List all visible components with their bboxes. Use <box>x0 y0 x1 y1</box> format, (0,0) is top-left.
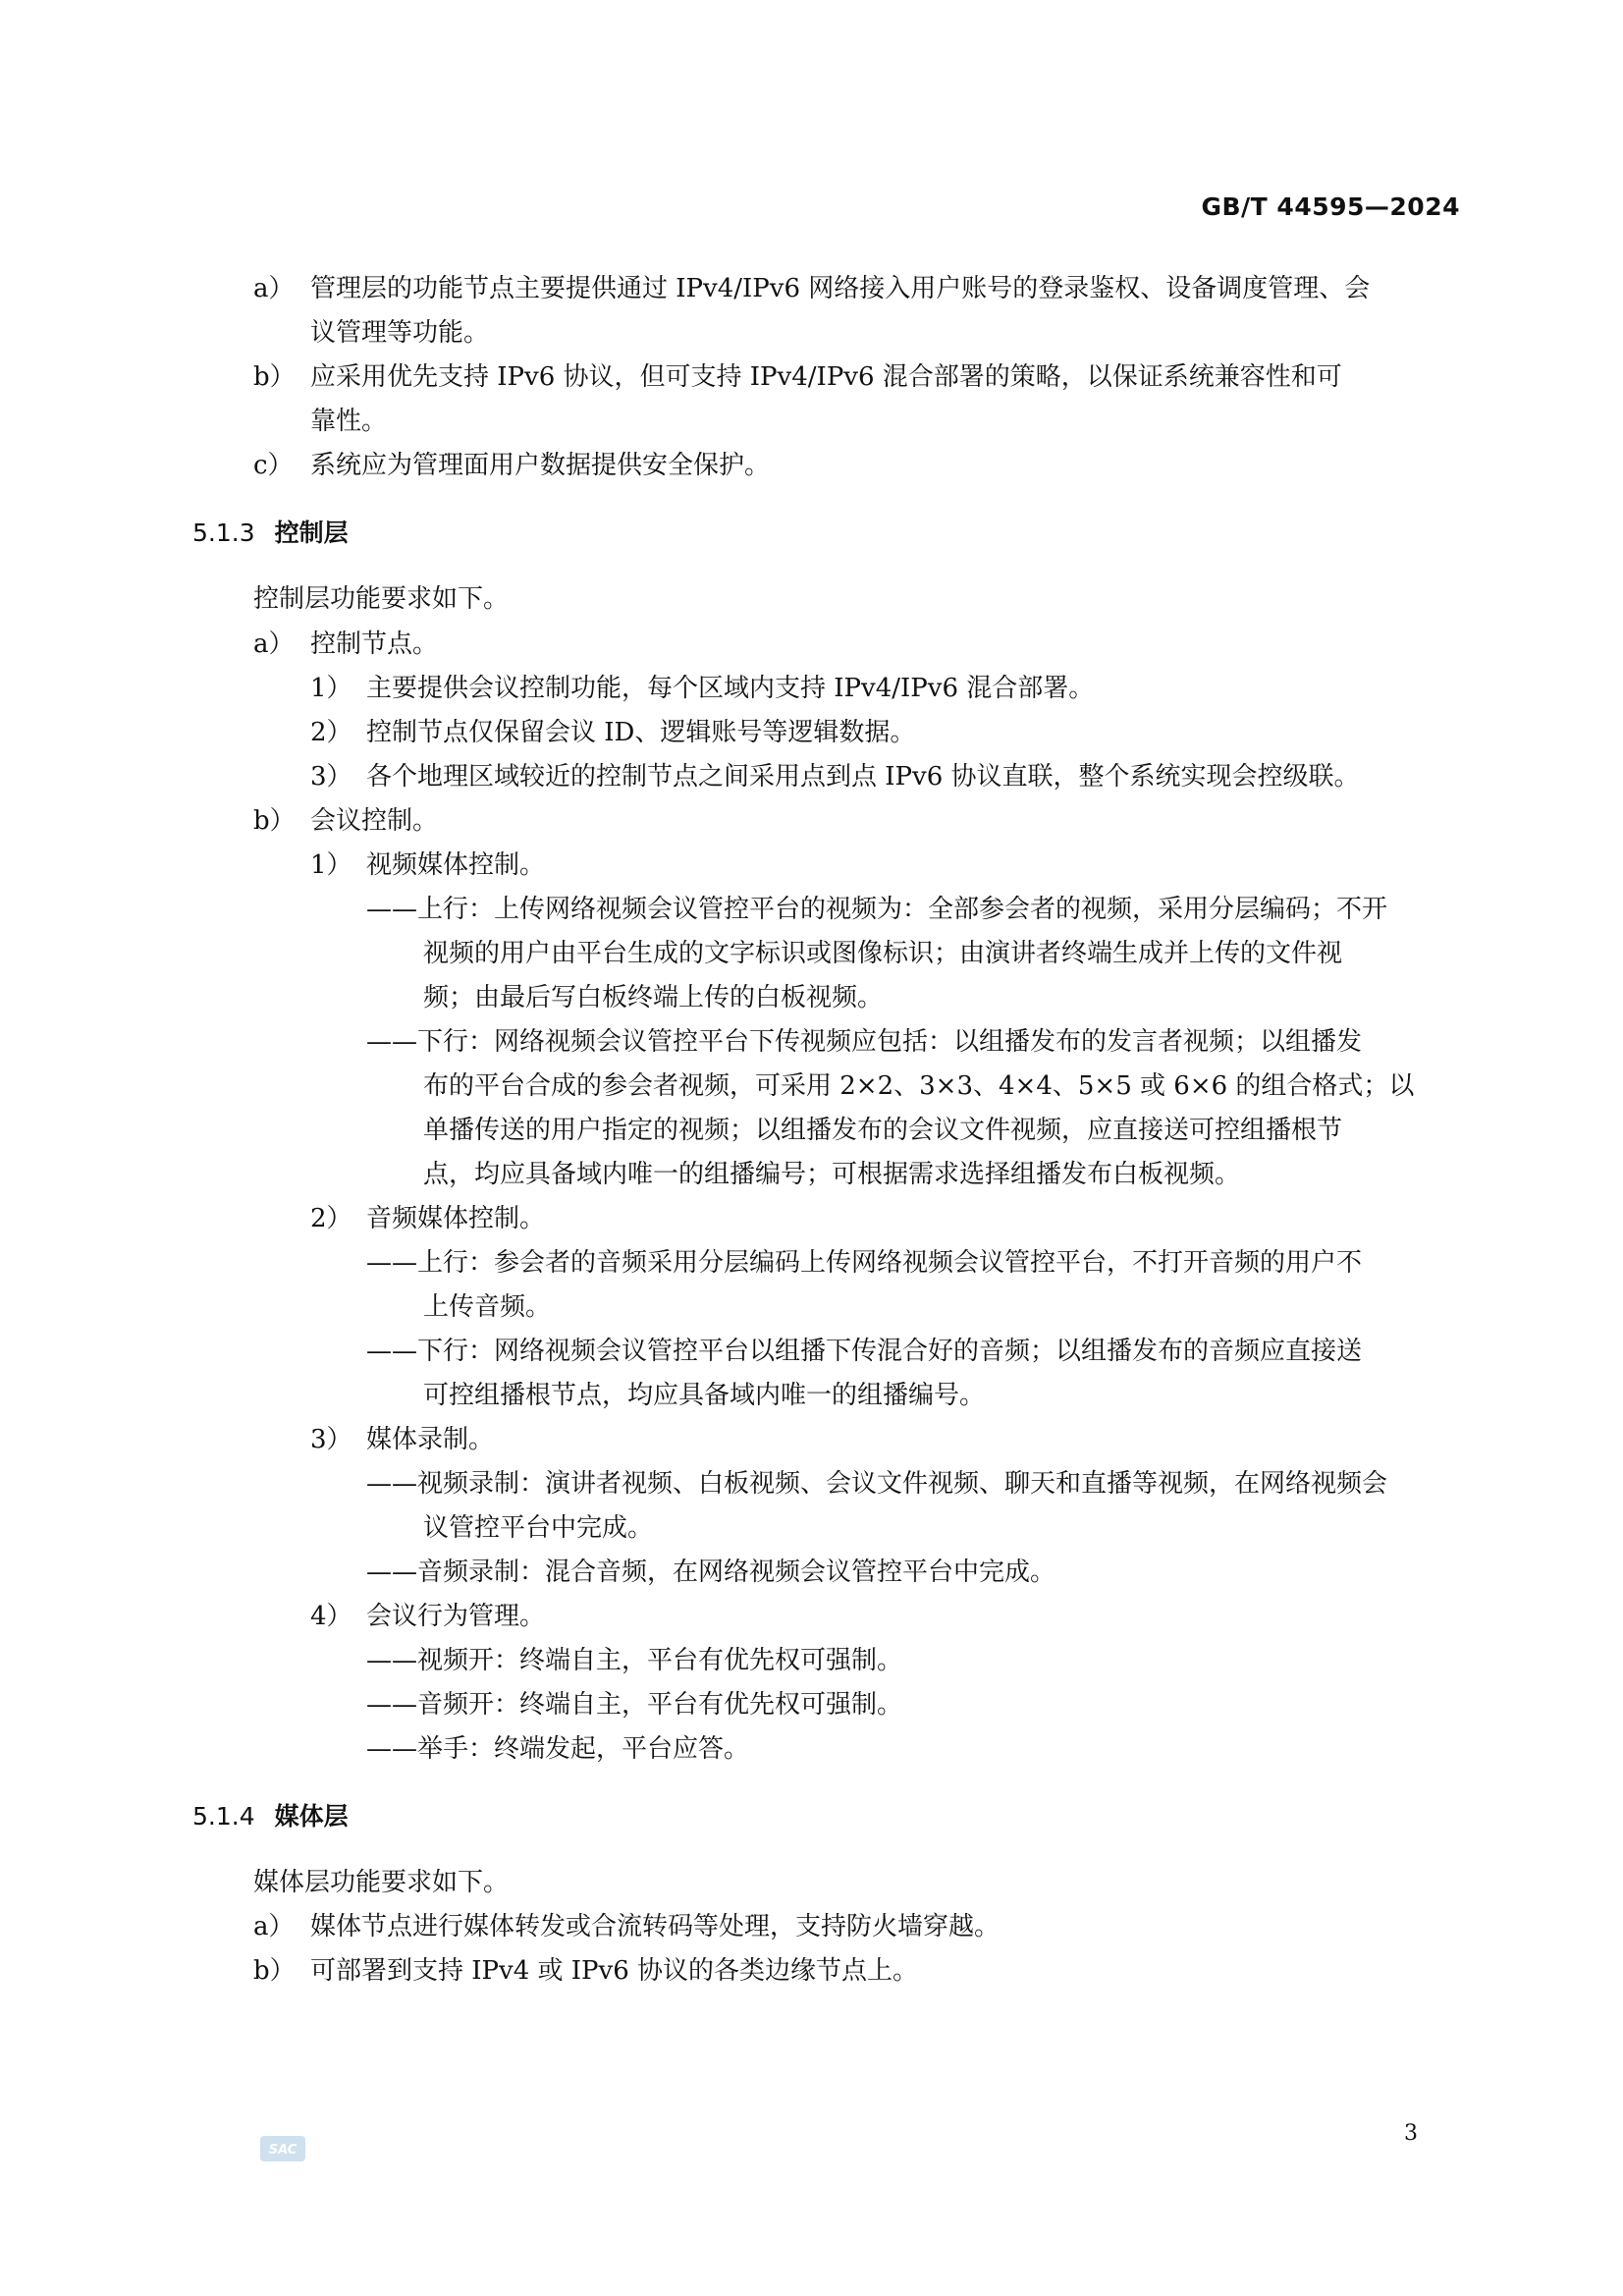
dash-item-text: ——下行：网络视频会议管控平台以组播下传混合好的音频；以组播发布的音频应直接送 <box>366 1337 1363 1366</box>
list-marker: c） <box>253 451 294 480</box>
list-item-text: 控制节点。 <box>310 629 439 659</box>
section-title: 控制层 <box>274 519 349 547</box>
list-marker: b） <box>253 362 296 392</box>
list-marker: 4） <box>310 1602 352 1631</box>
dash-item-text: ——上行：参会者的音频采用分层编码上传网络视频会议管控平台，不打开音频的用户不 <box>366 1248 1363 1278</box>
dash-item-text: 上传音频。 <box>423 1292 552 1322</box>
list-item-text: 控制节点仅保留会议 ID、逻辑账号等逻辑数据。 <box>366 718 916 747</box>
list-item-text: 主要提供会议控制功能，每个区域内支持 IPv4/IPv6 混合部署。 <box>366 674 1095 703</box>
list-item-text: 各个地理区域较近的控制节点之间采用点到点 IPv6 协议直联，整个系统实现会控级联。 <box>366 762 1360 792</box>
list-item-text: 会议控制。 <box>310 806 439 836</box>
list-marker: 3） <box>310 762 352 792</box>
list-item-text: 系统应为管理面用户数据提供安全保护。 <box>310 451 771 480</box>
list-marker: 1） <box>310 850 352 880</box>
dash-item-text: ——视频录制：演讲者视频、白板视频、会议文件视频、聊天和直播等视频，在网络视频会 <box>366 1469 1388 1499</box>
dash-item-text: 可控组播根节点，均应具备域内唯一的组播编号。 <box>423 1381 986 1410</box>
dash-item-text: 单播传送的用户指定的视频；以组播发布的会议文件视频，应直接送可控组播根节 <box>423 1116 1343 1145</box>
dash-item-text: ——音频开：终端自主，平台有优先权可强制。 <box>366 1690 903 1720</box>
list-item-text: 靠性。 <box>310 407 388 436</box>
list-marker: a） <box>253 1912 295 1941</box>
list-marker: b） <box>253 1956 296 1986</box>
page-number: 3 <box>1404 2121 1418 2146</box>
list-item-text: 媒体节点进行媒体转发或合流转码等处理，支持防火墙穿越。 <box>310 1912 1001 1941</box>
list-item-text: 会议行为管理。 <box>366 1602 546 1631</box>
section-number: 5.1.4 <box>192 1802 255 1831</box>
list-item-text: 音频媒体控制。 <box>366 1204 546 1233</box>
list-item-text: 管理层的功能节点主要提供通过 IPv4/IPv6 网络接入用户账号的登录鉴权、设备调度管理、会 <box>310 274 1371 303</box>
dash-item-text: ——音频录制：混合音频，在网络视频会议管控平台中完成。 <box>366 1558 1056 1587</box>
list-item-text: 媒体录制。 <box>366 1425 495 1454</box>
dash-item-text: 频；由最后写白板终端上传的白板视频。 <box>423 983 884 1012</box>
list-marker: 3） <box>310 1425 352 1454</box>
section-number: 5.1.3 <box>192 519 255 547</box>
section-title: 媒体层 <box>274 1802 349 1831</box>
list-item-text: 视频媒体控制。 <box>366 850 546 880</box>
list-marker: 2） <box>310 1204 352 1233</box>
dash-item-text: ——上行：上传网络视频会议管控平台的视频为：全部参会者的视频，采用分层编码；不开 <box>366 895 1388 924</box>
section-heading <box>192 1797 349 1832</box>
section-intro: 媒体层功能要求如下。 <box>253 1868 510 1897</box>
dash-item-text: ——下行：网络视频会议管控平台下传视频应包括：以组播发布的发言者视频；以组播发 <box>366 1027 1363 1057</box>
list-marker: a） <box>253 629 295 659</box>
list-marker: 1） <box>310 674 352 703</box>
dash-item-text: 视频的用户由平台生成的文字标识或图像标识；由演讲者终端生成并上传的文件视 <box>423 939 1343 968</box>
dash-item-text: 布的平台合成的参会者视频，可采用 2×2、3×3、4×4、5×5 或 6×6 的组合格式；以 <box>423 1071 1415 1101</box>
sac-logo-icon <box>260 2136 305 2161</box>
list-marker: b） <box>253 806 296 836</box>
section-intro: 控制层功能要求如下。 <box>253 584 510 614</box>
list-marker: 2） <box>310 718 352 747</box>
list-item-text: 应采用优先支持 IPv6 协议，但可支持 IPv4/IPv6 混合部署的策略，以保证系统兼容性和可 <box>310 362 1342 392</box>
list-item-text: 议管理等功能。 <box>310 318 490 348</box>
dash-item-text: ——举手：终端发起，平台应答。 <box>366 1734 750 1764</box>
section-heading <box>192 514 349 549</box>
logo-text: SAC <box>268 2143 298 2158</box>
dash-item-text: 议管控平台中完成。 <box>423 1513 654 1543</box>
standard-code: GB/T 44595—2024 <box>1201 192 1460 221</box>
dash-item-text: ——视频开：终端自主，平台有优先权可强制。 <box>366 1646 903 1675</box>
dash-item-text: 点，均应具备域内唯一的组播编号；可根据需求选择组播发布白板视频。 <box>423 1160 1241 1189</box>
list-item-text: 可部署到支持 IPv4 或 IPv6 协议的各类边缘节点上。 <box>310 1956 919 1986</box>
list-marker: a） <box>253 274 295 303</box>
